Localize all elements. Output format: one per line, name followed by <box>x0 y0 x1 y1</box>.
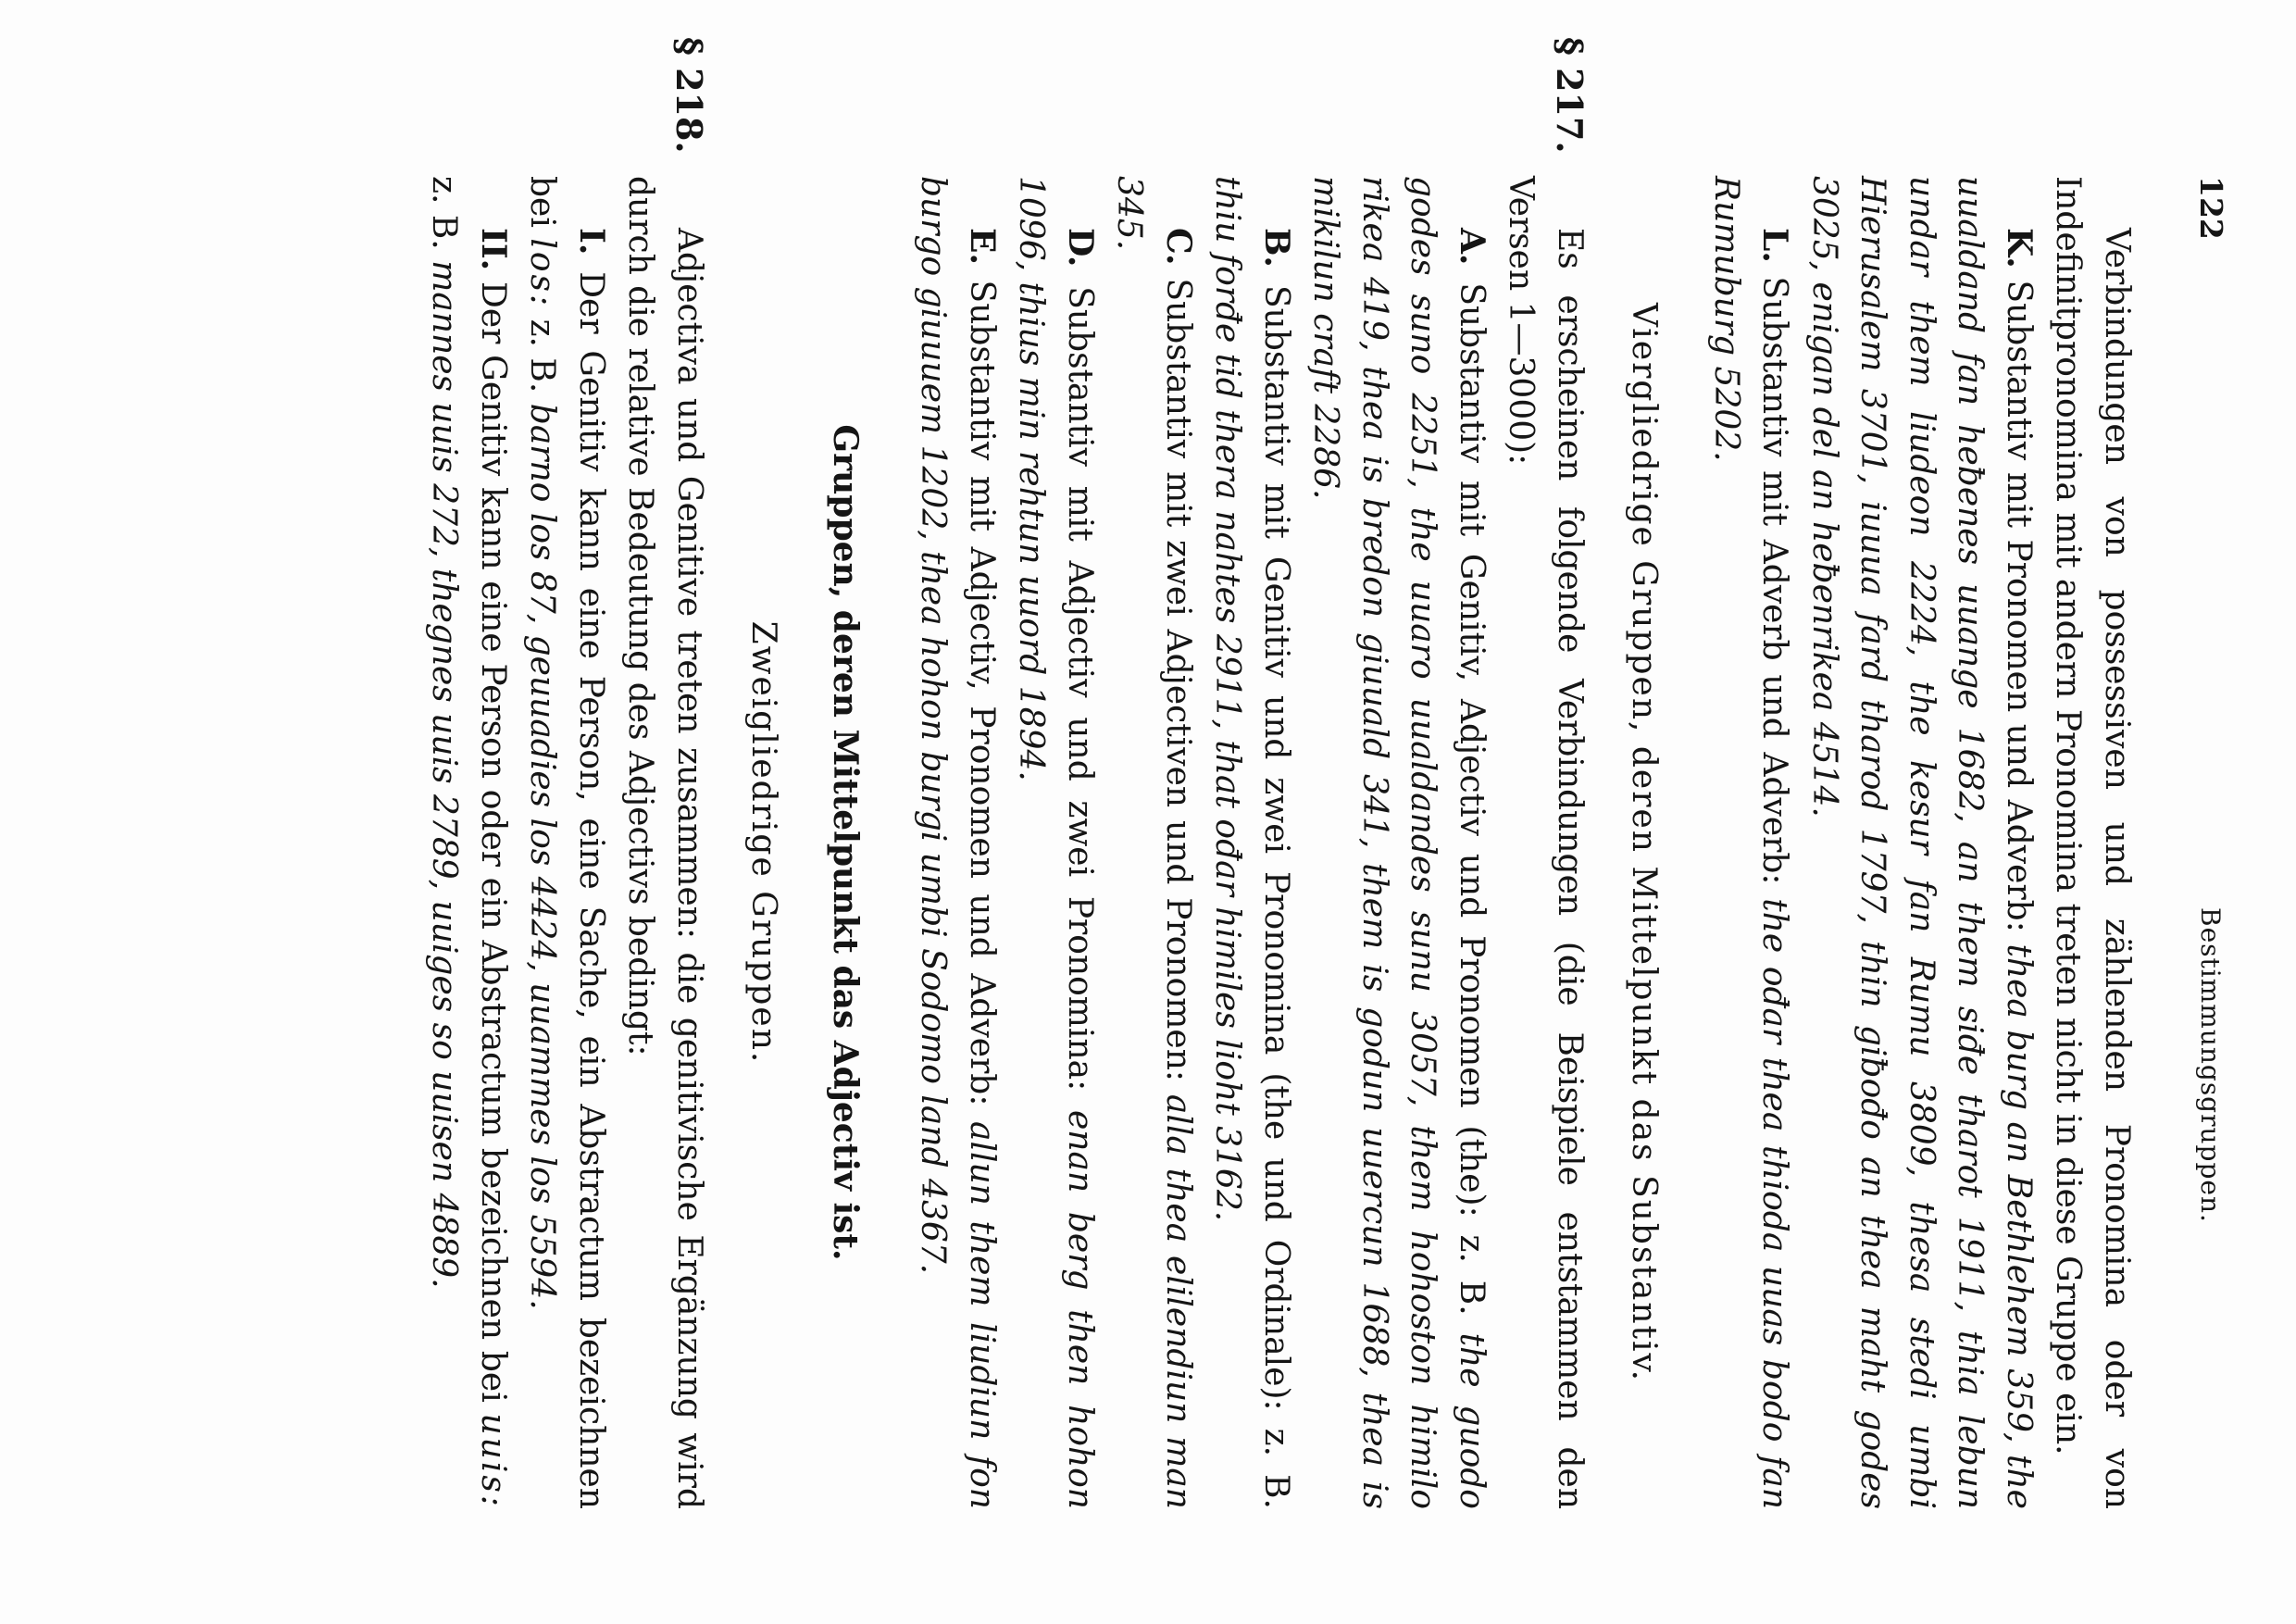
running-header <box>2183 176 2229 1624</box>
item-II <box>419 176 518 1509</box>
item-I-zb: z. B. <box>523 319 562 394</box>
heading-viergliedrig-substantiv: Viergliedrige Gruppen, deren Mittelpunkt das Substantiv. <box>1625 302 1664 1383</box>
item-C <box>1104 176 1203 1509</box>
page-number: 122 <box>2193 176 2229 240</box>
item-E <box>908 176 1006 1509</box>
intro-paragraph: Verbindungen von possessiven und zählenden Pronomina oder von Indefinitpronomina mit andern Pronomina treten nicht in diese Gruppe ein. <box>2049 176 2136 1509</box>
item-I <box>518 176 616 1509</box>
item-A-label: A. <box>1453 228 1491 266</box>
item-A-examples: the guodo godes suno 2251, the uuaro uualdandes sunu 3057, them hohoston himilo rikea 419, thea is bredon giuuald 341, them is godun uuercun 1688, thea is mikilun craft 2286. <box>1306 176 1491 1509</box>
item-K-label: K. <box>2000 228 2039 269</box>
item-II-text: Der Genitiv kann eine Person oder ein Abstractum bezeichnen bei <box>474 281 512 1403</box>
section-217-intro: Es erscheinen folgende Verbindungen (die Beispiele entstammen den Versen 1—3000): <box>1502 176 1589 1509</box>
item-D <box>1006 176 1104 1509</box>
heading-zweigliedrig: Zweigliedrige Gruppen. <box>744 620 783 1065</box>
item-II-label: II. <box>474 228 513 271</box>
section-217-mark: § 217. <box>1549 37 1591 154</box>
item-K-examples: thea burg an Bethlehem 359, the uualdand fan heƀenes uuange 1682, an them siđe tharot 1911, thia lebun undar them liudeon 2224, the kesur fan Rumu 3809, thesa stedi umbi Hierusalem 3701, iuuua fard tharod 1797, thin giƀođo an thea maht godes 3025, enigan del an heƀenrikea 4514. <box>1805 176 2038 1509</box>
item-D-examples: enan berg then hohon 1096, thius min rehtun uuord 1894. <box>1012 176 1099 1509</box>
item-I-examples: barno los 87, geuuadies los 4424, uuammes los 5594. <box>523 403 562 1310</box>
item-E-examples: allun them liudiun fon burgo giuuuem 1202, thea hohon burgi umbi Sodomo land 4367. <box>914 176 1001 1509</box>
item-B <box>1203 176 1301 1509</box>
item-L <box>1702 176 1800 1509</box>
item-L-text: Substantiv mit Adverb und Adverb: <box>1755 276 1794 885</box>
item-I-keyword: los: <box>523 238 562 309</box>
section-218 <box>419 37 713 1509</box>
heading-adjectiv: Gruppen, deren Mittelpunkt das Adjectiv ist. <box>826 424 865 1261</box>
item-C-examples: alla thea elilendiun man 345. <box>1110 176 1197 1509</box>
item-K-text: Substantiv mit Pronomen und Adverb: <box>2000 280 2038 932</box>
section-218-mark: § 218. <box>668 37 710 154</box>
item-II-examples: mannes uuis 272, thegnes uuis 2789, uuiges so uuisen 4889. <box>425 260 464 1289</box>
item-C-text: Substantiv mit zwei Adjectiven und Pronomen: <box>1159 278 1197 1082</box>
item-B-examples: thiu forđe tid thera nahtes 2911, that ođar himiles lioht 3162. <box>1208 176 1247 1222</box>
item-E-text: Substantiv mit Adjectiv, Pronomen und Adverb: <box>963 280 1001 1106</box>
item-D-label: D. <box>1061 228 1100 268</box>
item-K <box>1800 176 2044 1509</box>
item-D-text: Substantiv mit Adjectiv und zwei Pronomina: <box>1061 286 1099 1092</box>
item-I-text: Der Genitiv kann eine Person, eine Sache, ein Abstractum bezeichnen bei <box>523 176 610 1509</box>
item-E-label: E. <box>963 228 1002 265</box>
item-A <box>1301 176 1496 1509</box>
running-title: Bestimmungsgruppen. <box>2195 907 2226 1223</box>
item-L-examples: the ođar thea thioda uuas bodo fan Rumuburg 5202. <box>1707 176 1794 1510</box>
item-A-text: Substantiv mit Genitiv, Adjectiv und Pronomen (the): z. B. <box>1453 282 1491 1316</box>
item-B-label: B. <box>1257 228 1296 268</box>
body-text <box>419 37 2140 1510</box>
item-B-text: Substantiv mit Genitiv und zwei Pronomina (the und Ordinale): z. B. <box>1257 284 1295 1509</box>
item-I-label: I. <box>572 228 611 256</box>
item-II-keyword: uuis: <box>474 1413 512 1509</box>
section-217 <box>908 37 1593 1509</box>
item-L-label: L. <box>1755 228 1795 263</box>
item-II-zb: z. B. <box>425 176 464 250</box>
item-C-label: C. <box>1159 228 1198 266</box>
section-218-intro: Adjectiva und Genitive treten zusammen: die genitivische Ergänzung wird durch die relative Bedeutung des Adjectivs bedingt: <box>621 176 708 1509</box>
